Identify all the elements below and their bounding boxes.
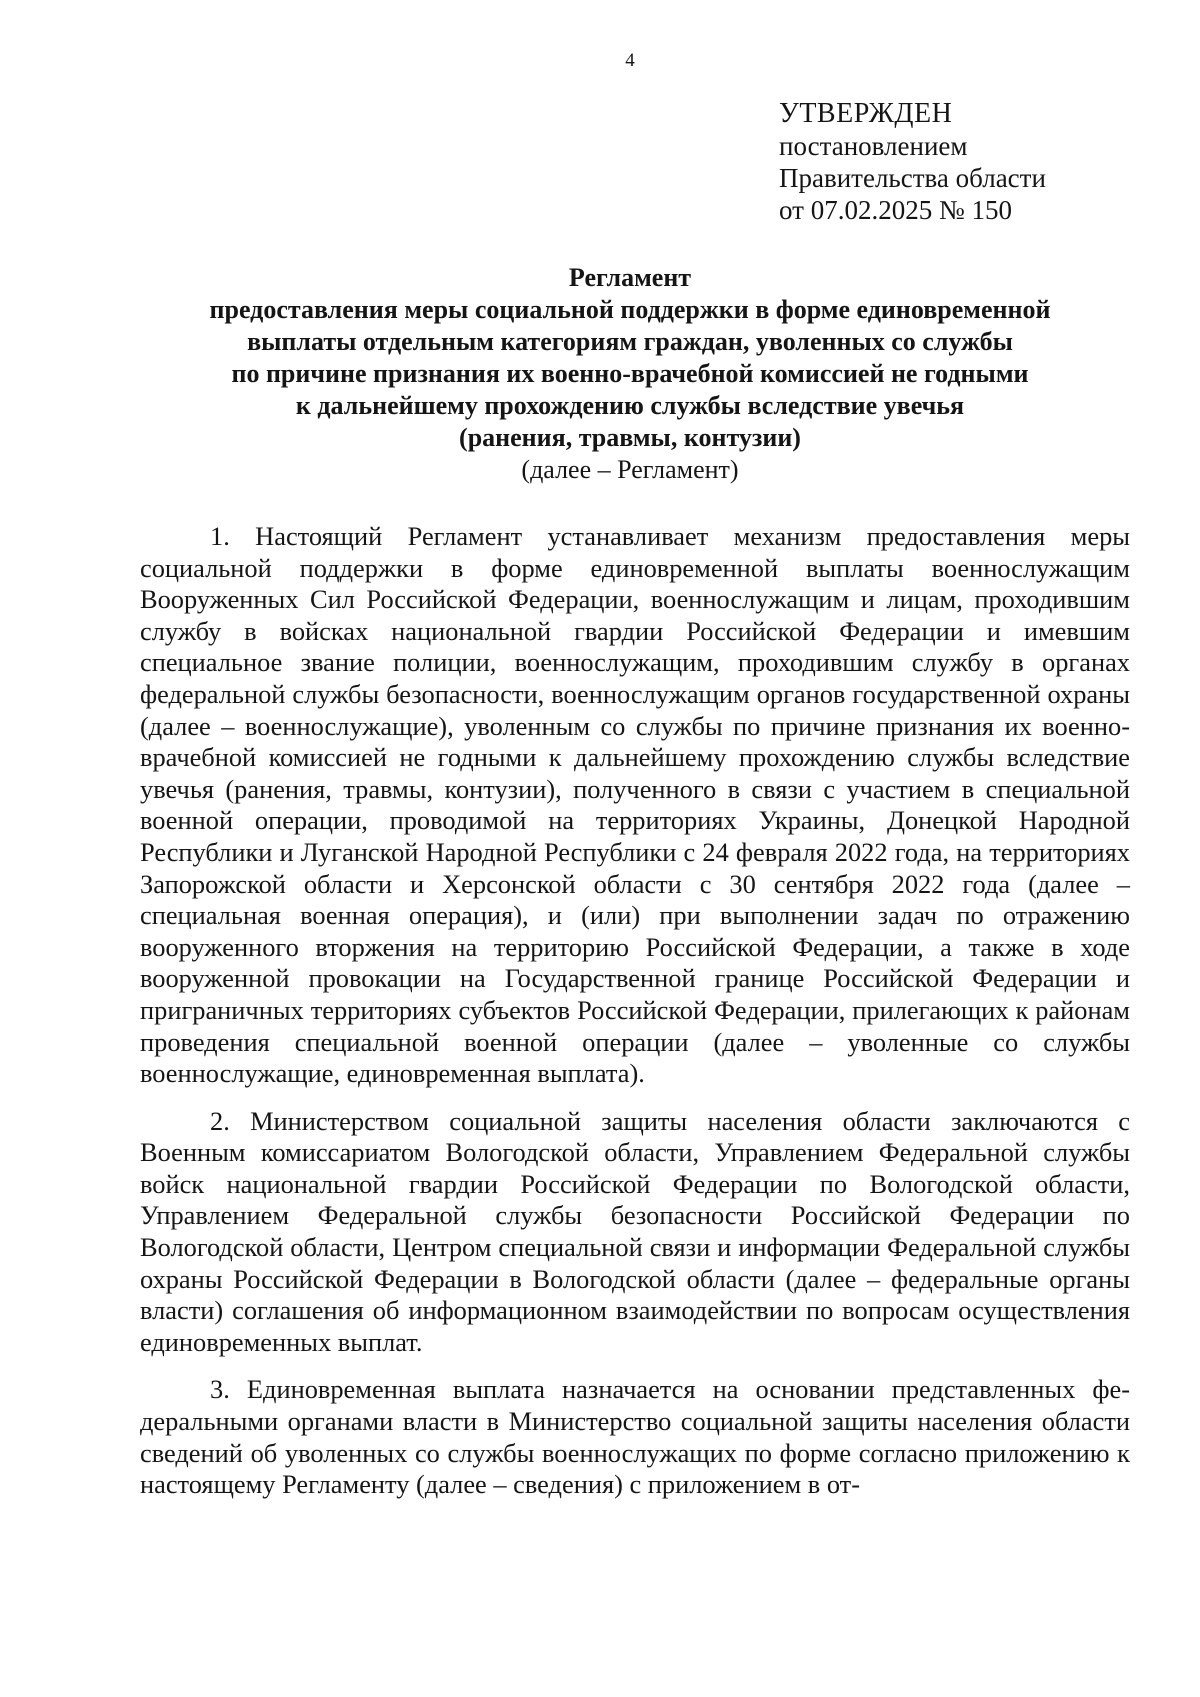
title-line-5: (ранения, травмы, контузии) [459,423,801,452]
approval-line-3: от 07.02.2025 № 150 [779,195,1012,225]
document-title-block [130,262,1130,486]
title-line-2: выплаты отдельным категориям граждан, уволенных со службы [247,327,1013,356]
document-title: Регламент [568,263,692,292]
page-number: 4 [625,50,635,71]
document-body [140,521,1130,1517]
title-line-1: предоставления меры социальной поддержки в форме единовременной [209,295,1051,324]
paragraph-2: 2. Министерством социальной защиты населения области заключаются с Военным комиссариатом Вологодской области, Управлением Федеральной службы войск национальной гвардии Российской Федерации по Вологодской области, Управлением Федеральной службы безопасности Российской Федерации по Вологодской области, Центром специальной связи и информации Федеральной службы охраны Российской Федерации в Вологодской области (далее – федеральные органы власти) соглашения об информационном взаимодействии по вопросам осуществления единовременных выплат. [140,1105,1130,1357]
title-line-3: по причине признания их военно-врачебной комиссией не годными [231,359,1029,388]
approval-block [779,98,1046,226]
approval-line-1: постановлением [779,131,968,161]
paragraph-1: 1. Настоящий Регламент устанавливает механизм предоставления меры социальной поддержки в форме единовременной выплаты военнослужащим Вооруженных Сил Российской Федерации, военнослужащим и лицам, проходившим службу в войсках национальной гвардии Российской Федерации и имевшим специальное звание полиции, военнослужащим, проходившим службу в органах федеральной службы безопасности, военнослужащим органов государственной охраны (далее – военнослужащие), уволенным со службы по причине признания их военно-врачебной комиссией не годными к дальнейшему прохождению службы вследствие увечья (ранения, травмы, контузии), полученного в связи с участием в специальной военной операции, проводимой на территориях Украины, Донецкой Народной Республики и Луганской Народной Республики с 24 февраля 2022 года, на территориях Запорожской области и Херсонской области с 30 сентября 2022 года (далее – специальная военная операция), и (или) при выполнении задач по отражению вооруженного вторжения на территорию Российской Федерации, а также в ходе вооруженной провокации на Государственной границе Российской Федерации и приграничных территориях субъектов Российской Федерации, прилегающих к районам проведения специальной военной операции (далее – уволенные со службы военнослужащие, единовременная выплата). [140,521,1130,1089]
approval-stamp: УТВЕРЖДЕН [779,98,953,129]
title-note: (далее – Регламент) [521,455,739,484]
title-line-4: к дальнейшему прохождению службы вследствие увечья [295,391,965,420]
approval-line-2: Правительства области [779,163,1046,193]
paragraph-3: 3. Единовременная выплата назначается на основании представленных федеральными органами власти в Министерство социальной защиты населения области сведений об уволенных со службы военнослужащих по форме согласно приложению к настоящему Регламенту (далее – сведения) с приложением в от- [140,1374,1130,1500]
